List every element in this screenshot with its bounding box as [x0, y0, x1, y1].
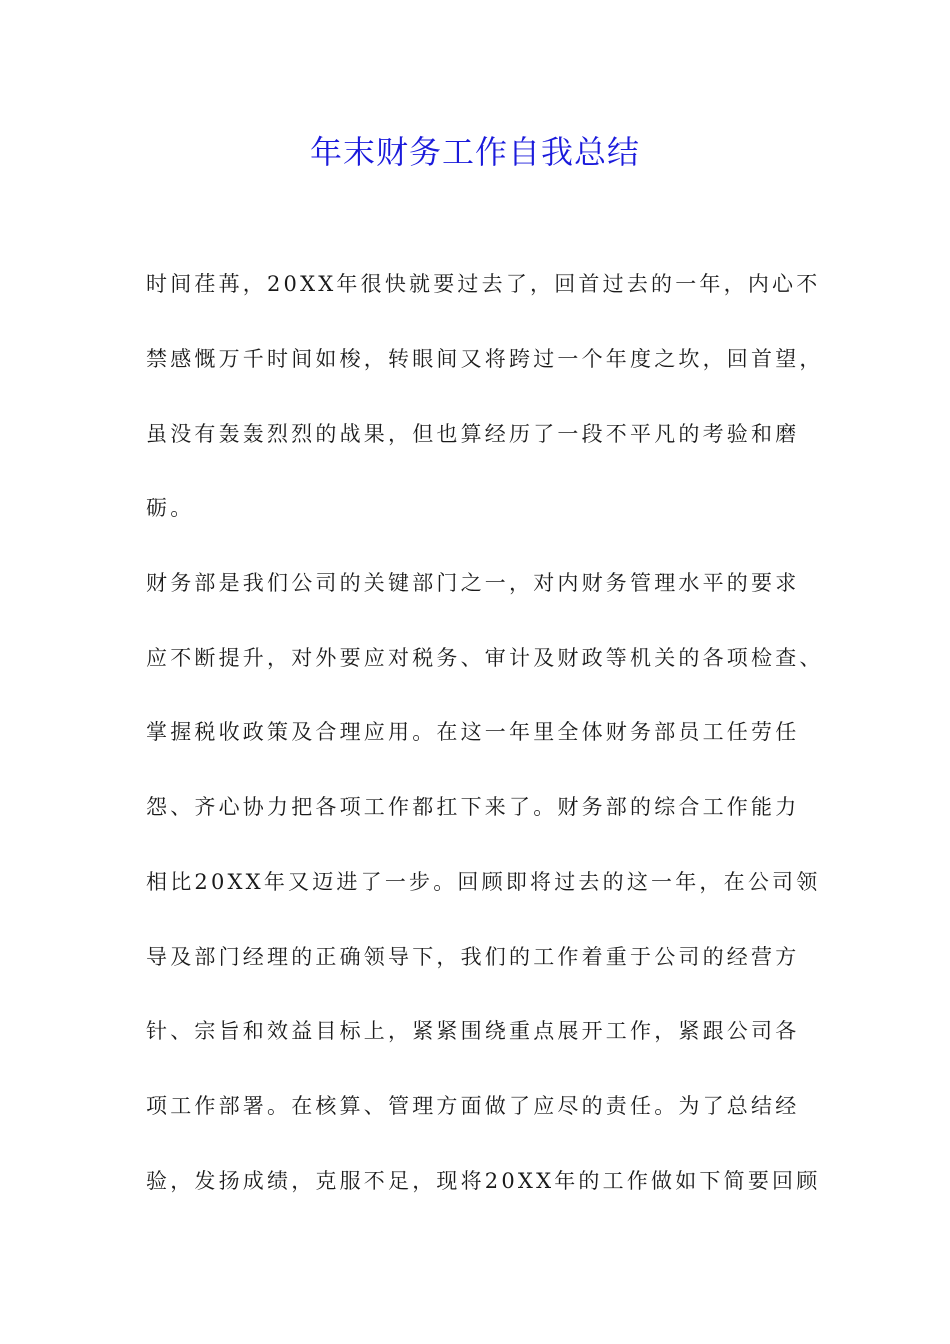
paragraph-line: 财务部是我们公司的关键部门之一，对内财务管理水平的要求: [146, 571, 800, 595]
paragraph-line: 虽没有轰轰烈烈的战果，但也算经历了一段不平凡的考验和磨: [146, 422, 800, 446]
paragraph-line: 相比20XX年又迈进了一步。回顾即将过去的这一年，在公司领: [146, 870, 821, 894]
paragraph-line: 禁感慨万千时间如梭，转眼间又将跨过一个年度之坎，回首望，: [146, 347, 824, 371]
paragraph-line: 导及部门经理的正确领导下，我们的工作着重于公司的经营方: [146, 945, 800, 969]
document-title: 年末财务工作自我总结: [309, 133, 640, 171]
paragraph-line: 针、宗旨和效益目标上，紧紧围绕重点展开工作，紧跟公司各: [146, 1019, 800, 1043]
paragraph-line: 应不断提升，对外要应对税务、审计及财政等机关的各项检查、: [146, 646, 824, 670]
paragraph-line: 砺。: [146, 496, 195, 520]
paragraph-line: 项工作部署。在核算、管理方面做了应尽的责任。为了总结经: [146, 1094, 800, 1118]
paragraph-line: 掌握税收政策及合理应用。在这一年里全体财务部员工任劳任: [146, 720, 800, 744]
paragraph-line: 时间荏苒，20XX年很快就要过去了，回首过去的一年，内心不: [146, 272, 821, 296]
paragraph-line: 验，发扬成绩，克服不足，现将20XX年的工作做如下简要回顾: [146, 1169, 821, 1193]
paragraph-line: 怨、齐心协力把各项工作都扛下来了。财务部的综合工作能力: [146, 795, 800, 819]
